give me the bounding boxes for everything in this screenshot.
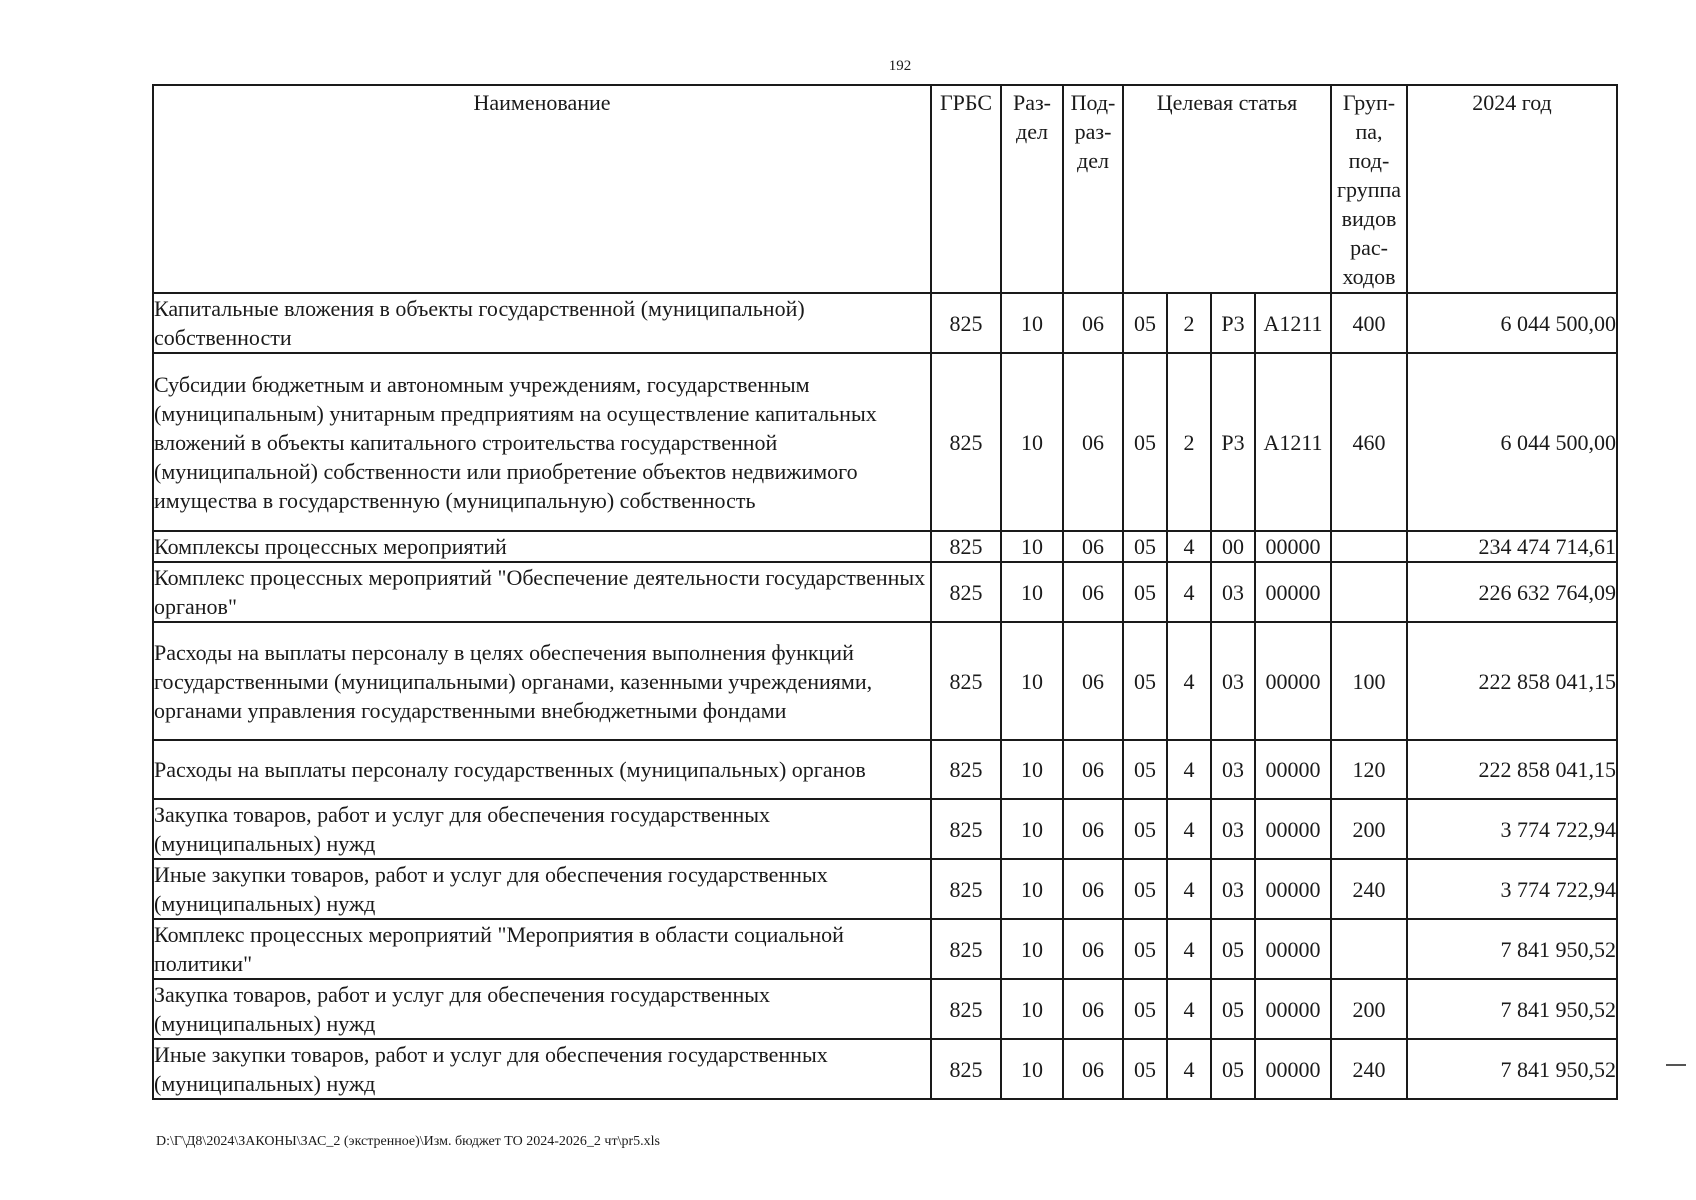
row-name: Расходы на выплаты персоналу в целях обеспечения выполнения функций государственными (муниципальными) органами, казенными учреждениями, органами управления государственными внебюджетными фондами: [153, 622, 931, 740]
row-target-type: 4: [1167, 740, 1211, 799]
row-expense-group: 100: [1331, 622, 1407, 740]
row-razdel: 10: [1001, 919, 1063, 979]
row-target-program: 05: [1123, 622, 1167, 740]
row-podrazdel: 06: [1063, 740, 1123, 799]
row-target-direction: 00000: [1255, 562, 1331, 622]
row-name: Комплекс процессных мероприятий "Мероприятия в области социальной политики": [153, 919, 931, 979]
row-amount: 222 858 041,15: [1407, 622, 1617, 740]
header-grbs: ГРБС: [931, 85, 1001, 293]
row-razdel: 10: [1001, 353, 1063, 531]
row-expense-group: 460: [1331, 353, 1407, 531]
header-razdel: Раз- дел: [1001, 85, 1063, 293]
row-amount: 7 841 950,52: [1407, 919, 1617, 979]
row-name: Закупка товаров, работ и услуг для обеспечения государственных (муниципальных) нужд: [153, 979, 931, 1039]
row-podrazdel: 06: [1063, 562, 1123, 622]
row-target-direction: 00000: [1255, 799, 1331, 859]
row-target-subprogram: Р3: [1211, 293, 1255, 353]
row-name: Иные закупки товаров, работ и услуг для обеспечения государственных (муниципальных) нужд: [153, 859, 931, 919]
row-amount: 226 632 764,09: [1407, 562, 1617, 622]
row-target-program: 05: [1123, 740, 1167, 799]
row-target-direction: 00000: [1255, 1039, 1331, 1099]
table-row: [153, 622, 1617, 740]
row-target-program: 05: [1123, 562, 1167, 622]
row-target-direction: А1211: [1255, 353, 1331, 531]
row-podrazdel: 06: [1063, 919, 1123, 979]
row-target-type: 4: [1167, 799, 1211, 859]
row-expense-group: [1331, 562, 1407, 622]
table-row: [153, 293, 1617, 353]
row-target-type: 4: [1167, 1039, 1211, 1099]
row-expense-group: 120: [1331, 740, 1407, 799]
header-podrazdel: Под- раз- дел: [1063, 85, 1123, 293]
row-target-type: 2: [1167, 293, 1211, 353]
row-razdel: 10: [1001, 799, 1063, 859]
row-grbs: 825: [931, 919, 1001, 979]
row-target-program: 05: [1123, 353, 1167, 531]
row-grbs: 825: [931, 740, 1001, 799]
row-target-type: 4: [1167, 919, 1211, 979]
row-target-type: 4: [1167, 859, 1211, 919]
table-row: [153, 799, 1617, 859]
header-group: Груп- па, под- группа видов рас- ходов: [1331, 85, 1407, 293]
row-target-subprogram: 05: [1211, 1039, 1255, 1099]
table-row: [153, 353, 1617, 531]
page-number: 192: [888, 58, 912, 74]
row-target-subprogram: 05: [1211, 979, 1255, 1039]
row-podrazdel: 06: [1063, 293, 1123, 353]
row-podrazdel: 06: [1063, 859, 1123, 919]
table-row: [153, 919, 1617, 979]
row-razdel: 10: [1001, 859, 1063, 919]
row-expense-group: 240: [1331, 1039, 1407, 1099]
row-target-type: 2: [1167, 353, 1211, 531]
row-amount: 6 044 500,00: [1407, 353, 1617, 531]
row-podrazdel: 06: [1063, 353, 1123, 531]
header-target: Целевая статья: [1123, 85, 1331, 293]
footer-file-path: D:\Г\Д8\2024\ЗАКОНЫ\ЗАС_2 (экстренное)\Изм. бюджет ТО 2024-2026_2 чт\pr5.xls: [156, 1134, 660, 1149]
row-name: Расходы на выплаты персоналу государственных (муниципальных) органов: [153, 740, 931, 799]
row-grbs: 825: [931, 562, 1001, 622]
row-expense-group: 200: [1331, 799, 1407, 859]
budget-table: [152, 84, 1618, 1100]
table-body: [153, 293, 1617, 1099]
row-amount: 7 841 950,52: [1407, 1039, 1617, 1099]
row-target-subprogram: 05: [1211, 919, 1255, 979]
row-grbs: 825: [931, 859, 1001, 919]
row-razdel: 10: [1001, 531, 1063, 562]
row-amount: 222 858 041,15: [1407, 740, 1617, 799]
row-razdel: 10: [1001, 740, 1063, 799]
row-grbs: 825: [931, 799, 1001, 859]
row-target-subprogram: 03: [1211, 740, 1255, 799]
row-amount: 7 841 950,52: [1407, 979, 1617, 1039]
table-row: [153, 740, 1617, 799]
row-razdel: 10: [1001, 562, 1063, 622]
row-target-direction: 00000: [1255, 859, 1331, 919]
row-expense-group: 240: [1331, 859, 1407, 919]
row-target-type: 4: [1167, 562, 1211, 622]
row-podrazdel: 06: [1063, 531, 1123, 562]
row-name: Субсидии бюджетным и автономным учреждениям, государственным (муниципальным) унитарным предприятиям на осуществление капитальных вложений в объекты капитального строительства государственной (муниципальной) собственности или приобретение объектов недвижимого имущества в государственную (муниципальную) собственность: [153, 353, 931, 531]
row-name: Капитальные вложения в объекты государственной (муниципальной) собственности: [153, 293, 931, 353]
row-amount: 234 474 714,61: [1407, 531, 1617, 562]
row-expense-group: [1331, 919, 1407, 979]
row-target-direction: 00000: [1255, 919, 1331, 979]
row-amount: 3 774 722,94: [1407, 799, 1617, 859]
row-razdel: 10: [1001, 293, 1063, 353]
table-header-row: [153, 85, 1617, 293]
row-razdel: 10: [1001, 622, 1063, 740]
row-podrazdel: 06: [1063, 979, 1123, 1039]
row-grbs: 825: [931, 979, 1001, 1039]
row-target-program: 05: [1123, 293, 1167, 353]
row-target-type: 4: [1167, 531, 1211, 562]
row-name: Комплексы процессных мероприятий: [153, 531, 931, 562]
row-target-type: 4: [1167, 622, 1211, 740]
row-target-subprogram: 03: [1211, 562, 1255, 622]
row-target-program: 05: [1123, 859, 1167, 919]
row-expense-group: [1331, 531, 1407, 562]
row-target-direction: 00000: [1255, 531, 1331, 562]
row-name: Закупка товаров, работ и услуг для обеспечения государственных (муниципальных) нужд: [153, 799, 931, 859]
row-expense-group: 400: [1331, 293, 1407, 353]
row-target-direction: 00000: [1255, 740, 1331, 799]
header-name: Наименование: [153, 85, 931, 293]
row-target-direction: А1211: [1255, 293, 1331, 353]
row-expense-group: 200: [1331, 979, 1407, 1039]
row-target-subprogram: 03: [1211, 799, 1255, 859]
row-grbs: 825: [931, 1039, 1001, 1099]
row-target-subprogram: Р3: [1211, 353, 1255, 531]
table-row: [153, 859, 1617, 919]
header-year: 2024 год: [1407, 85, 1617, 293]
row-target-program: 05: [1123, 919, 1167, 979]
row-name: Комплекс процессных мероприятий "Обеспечение деятельности государственных органов": [153, 562, 931, 622]
row-podrazdel: 06: [1063, 1039, 1123, 1099]
row-target-subprogram: 03: [1211, 859, 1255, 919]
row-target-program: 05: [1123, 531, 1167, 562]
row-target-direction: 00000: [1255, 622, 1331, 740]
row-target-program: 05: [1123, 979, 1167, 1039]
row-target-program: 05: [1123, 1039, 1167, 1099]
table-row: [153, 531, 1617, 562]
row-amount: 6 044 500,00: [1407, 293, 1617, 353]
row-podrazdel: 06: [1063, 622, 1123, 740]
row-target-type: 4: [1167, 979, 1211, 1039]
row-grbs: 825: [931, 353, 1001, 531]
row-amount: 3 774 722,94: [1407, 859, 1617, 919]
row-target-program: 05: [1123, 799, 1167, 859]
table-row: [153, 979, 1617, 1039]
row-target-direction: 00000: [1255, 979, 1331, 1039]
row-podrazdel: 06: [1063, 799, 1123, 859]
row-target-subprogram: 03: [1211, 622, 1255, 740]
table-row: [153, 562, 1617, 622]
row-target-subprogram: 00: [1211, 531, 1255, 562]
row-grbs: 825: [931, 622, 1001, 740]
table-row: [153, 1039, 1617, 1099]
row-name: Иные закупки товаров, работ и услуг для обеспечения государственных (муниципальных) нужд: [153, 1039, 931, 1099]
row-grbs: 825: [931, 293, 1001, 353]
row-razdel: 10: [1001, 979, 1063, 1039]
row-razdel: 10: [1001, 1039, 1063, 1099]
row-grbs: 825: [931, 531, 1001, 562]
margin-mark: [1666, 1064, 1686, 1066]
